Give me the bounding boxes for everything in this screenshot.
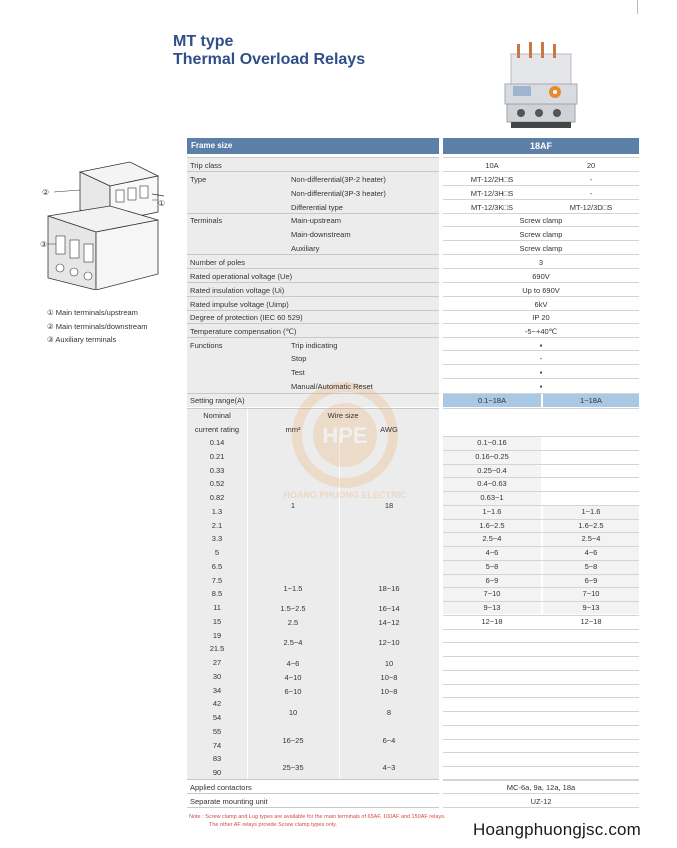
nominal-current-value: 11 [213, 603, 221, 612]
legend-item: ③ Auxiliary terminals [47, 335, 117, 344]
wire-awg: 16~14 [378, 604, 400, 613]
title-line-2: Thermal Overload Relays [173, 51, 366, 68]
trip-class-v1: 10A [485, 161, 499, 170]
row-separator [443, 491, 639, 492]
row-separator [443, 697, 639, 698]
terminals-sub-3: Auxiliary [291, 244, 320, 253]
row-separator [443, 450, 639, 451]
nominal-current-value: 19 [212, 631, 222, 640]
nominal-current-value: 0.21 [209, 452, 225, 461]
row-separator [443, 766, 639, 767]
row-separator [443, 546, 639, 547]
row-separator [443, 642, 639, 643]
frame-value-header [443, 138, 639, 154]
nominal-current-value: 0.14 [209, 438, 225, 447]
type-v1-2: MT-12/3H□S [470, 189, 514, 198]
type-v2-2: - [589, 189, 593, 198]
range-v2-value: 12~18 [580, 617, 602, 626]
wire-mm2: 6~10 [284, 687, 302, 696]
row-separator [443, 171, 639, 172]
footnote [189, 814, 446, 829]
ip-value: IP 20 [532, 313, 550, 322]
row-separator [187, 171, 439, 172]
wire-awg: 6~4 [382, 736, 396, 745]
range-v1-value: 0.1~0.16 [477, 438, 507, 447]
row-separator [443, 199, 639, 200]
row-separator [443, 364, 639, 365]
row-separator [443, 560, 639, 561]
wire-awg: 4~3 [382, 763, 396, 772]
row-separator [443, 268, 639, 269]
applied-contactors-value: MC-6a, 9a, 12a, 18a [506, 783, 576, 792]
range-v1-value: 0.25~0.4 [477, 466, 507, 475]
mounting-unit-label: Separate mounting unit [190, 797, 268, 806]
range-v2-value: 6~9 [584, 576, 598, 585]
wire-mm2: 10 [288, 708, 298, 717]
poles-label: Number of poles [190, 258, 246, 267]
terminals-sub-2: Main-downstream [291, 230, 351, 239]
row-separator [443, 282, 639, 283]
row-separator [187, 296, 439, 297]
nominal-current-value: 3.3 [211, 534, 223, 543]
wire-awg: 12~10 [378, 638, 400, 647]
row-separator [443, 157, 639, 158]
nominal-current-value: 30 [212, 672, 222, 681]
row-separator [187, 310, 439, 311]
row-separator [187, 254, 439, 255]
nominal-current-value: 74 [212, 741, 222, 750]
row-separator [443, 615, 639, 616]
row-separator [187, 282, 439, 283]
legend-item: ① Main terminals/upstream [47, 308, 138, 317]
range-v2-value: 9~13 [582, 603, 600, 612]
wire-awg: 18 [384, 501, 394, 510]
range-v1-value: 1.6~2.5 [479, 521, 505, 530]
setting-range-v1: 0.1~18A [477, 396, 507, 405]
setting-range-v2: 1~18A [580, 396, 602, 405]
temp-value: -5~+40℃ [524, 327, 558, 336]
range-v1-value: 0.4~0.63 [477, 479, 507, 488]
functions-sub-2: Stop [291, 354, 307, 363]
row-separator [187, 337, 439, 338]
range-v1-value: 1~1.6 [482, 507, 502, 516]
uimp-label: Rated impulse voltage (Uimp) [190, 300, 289, 309]
trip-class-label: Trip class [190, 161, 222, 170]
wire-awg: 10~8 [380, 673, 398, 682]
row-separator [443, 505, 639, 506]
nominal-current-value: 7.5 [211, 576, 223, 585]
row-separator [443, 629, 639, 630]
frame-size-header [187, 138, 439, 154]
wire-mm2: 2.5~4 [283, 638, 303, 647]
row-separator [443, 684, 639, 685]
wire-mm2: 25~35 [282, 763, 304, 772]
functions-v-1: ▪ [539, 341, 543, 350]
row-separator [443, 185, 639, 186]
type-sub-3: Differential type [291, 203, 343, 212]
row-separator [443, 601, 639, 602]
terminals-v-1: Screw clamp [519, 216, 563, 225]
row-separator [187, 268, 439, 269]
nominal-current-value: 1.3 [211, 507, 223, 516]
current-rating-header: current rating [194, 425, 240, 434]
nominal-current-value: 2.1 [211, 521, 223, 530]
row-separator [443, 711, 639, 712]
row-separator [443, 323, 639, 324]
type-v1-3: MT-12/3K□S [470, 203, 514, 212]
functions-v-2: - [539, 354, 543, 363]
range-v1-value: 0.63~1 [480, 493, 504, 502]
terminals-v-2: Screw clamp [519, 230, 563, 239]
nominal-current-value: 42 [212, 699, 222, 708]
type-sub-2: Non-differential(3P-3 heater) [291, 189, 386, 198]
temp-label: Temperature compensation (℃) [190, 327, 297, 336]
page-title [173, 33, 365, 69]
row-separator [187, 807, 439, 808]
wire-mm2: 1 [290, 501, 296, 510]
trip-class-v2: 20 [586, 161, 596, 170]
row-separator [443, 240, 639, 241]
type-sub-1: Non-differential(3P-2 heater) [291, 175, 386, 184]
footnote-line-2: The other AF relays provide Screw clamp types only. [209, 821, 337, 828]
row-separator [443, 574, 639, 575]
row-separator [443, 519, 639, 520]
relay-product-image [493, 40, 585, 132]
terminal-diagram [40, 150, 170, 290]
row-separator [443, 780, 639, 781]
ip-label: Degree of protection (IEC 60 529) [190, 313, 303, 322]
mm2-header: mm² [285, 425, 301, 434]
row-separator [443, 477, 639, 478]
nominal-current-value: 8.5 [211, 589, 223, 598]
row-separator [443, 378, 639, 379]
wire-awg: 10~8 [380, 687, 398, 696]
mounting-unit-value: UZ-12 [530, 797, 552, 806]
ue-label: Rated operational voltage (Ue) [190, 272, 293, 281]
wire-awg: 10 [384, 659, 394, 668]
wire-mm2: 2.5 [287, 618, 299, 627]
functions-v-4: ▪ [539, 382, 543, 391]
type-label: Type [190, 175, 207, 184]
nominal-current-value: 55 [212, 727, 222, 736]
range-v1-value: 12~18 [481, 617, 503, 626]
wire-mm2: 1.5~2.5 [280, 604, 306, 613]
nominal-header: Nominal [203, 411, 231, 420]
terminals-label: Terminals [190, 216, 223, 225]
watermark-logo [270, 380, 420, 510]
functions-sub-3: Test [291, 368, 305, 377]
row-separator [443, 807, 639, 808]
nominal-current-value: 54 [212, 713, 222, 722]
row-separator [443, 226, 639, 227]
type-v2-3: MT-12/3D□S [569, 203, 613, 212]
range-v2-value: 1~1.6 [581, 507, 601, 516]
wire-mm2: 16~25 [282, 736, 304, 745]
row-separator [443, 436, 639, 437]
range-v2-value: 5~8 [584, 562, 598, 571]
wire-size-header: Wire size [327, 411, 359, 420]
website-label: Hoangphuongjsc.com [473, 820, 642, 839]
column-divider [247, 409, 248, 779]
row-separator [443, 587, 639, 588]
title-line-1: MT type [173, 33, 234, 50]
diagram-label-2: ② [42, 188, 50, 197]
row-separator [443, 532, 639, 533]
row-separator [443, 464, 639, 465]
legend-item: ② Main terminals/downstream [47, 321, 148, 331]
range-v2-value: 7~10 [582, 589, 600, 598]
functions-sub-1: Trip indicating [291, 341, 338, 350]
range-v1-value: 9~13 [483, 603, 501, 612]
row-separator [187, 793, 439, 794]
range-v2-value: 1.6~2.5 [578, 521, 604, 530]
diagram-label-3: ③ [40, 240, 48, 249]
functions-sub-4: Manual/Automatic Reset [291, 382, 373, 391]
poles-value: 3 [538, 258, 544, 267]
range-v1-value: 2.5~4 [482, 534, 502, 543]
row-separator [443, 670, 639, 671]
wire-awg: 14~12 [378, 618, 400, 627]
row-separator [187, 213, 439, 214]
range-v1-value: 5~8 [485, 562, 499, 571]
wire-awg: 8 [386, 708, 392, 717]
row-separator [443, 408, 639, 409]
row-separator [187, 779, 439, 780]
range-v2-value: 4~6 [584, 548, 598, 557]
terminal-legend [47, 306, 148, 347]
nominal-current-value: 0.82 [209, 493, 225, 502]
row-separator [187, 157, 439, 158]
nominal-current-value: 27 [212, 658, 222, 667]
terminals-v-3: Screw clamp [519, 244, 563, 253]
row-separator [443, 793, 639, 794]
diagram-label-1: ① [158, 199, 166, 208]
row-separator [443, 725, 639, 726]
row-separator [443, 254, 639, 255]
wire-awg: 18~16 [378, 584, 400, 593]
row-separator [443, 296, 639, 297]
type-v2-1: - [589, 175, 593, 184]
nominal-current-value: 6.5 [211, 562, 223, 571]
applied-contactors-label: Applied contactors [190, 783, 252, 792]
functions-v-3: ▪ [539, 368, 543, 377]
nominal-current-value: 21.5 [209, 644, 225, 653]
row-separator [443, 350, 639, 351]
nominal-current-value: 0.52 [209, 479, 225, 488]
watermark-caption: HOANG PHUONG ELECTRIC [283, 490, 407, 500]
top-divider [637, 0, 638, 14]
nominal-current-value: 5 [214, 548, 220, 557]
nominal-current-value: 15 [212, 617, 222, 626]
row-separator [443, 656, 639, 657]
frame-size-label: Frame size [191, 141, 233, 150]
range-v1-value: 7~10 [483, 589, 501, 598]
range-v1-value: 4~6 [485, 548, 499, 557]
type-v1-1: MT-12/2H□S [470, 175, 514, 184]
nominal-current-value: 34 [212, 686, 222, 695]
footnote-line-1: Note : Screw clamp and Lug types are available for the main terminals of 65AF, 100AF and 150AF relays. [189, 814, 446, 820]
row-separator [187, 323, 439, 324]
wire-mm2: 1~1.5 [283, 584, 303, 593]
row-separator [443, 213, 639, 214]
row-separator [443, 739, 639, 740]
ue-value: 690V [532, 272, 550, 281]
setting-range-label: Setting range(A) [190, 396, 245, 405]
row-separator [443, 310, 639, 311]
uimp-value: 6kV [534, 300, 548, 309]
nominal-current-value: 0.33 [209, 466, 225, 475]
range-v1-value: 6~9 [485, 576, 499, 585]
wire-mm2: 4~6 [286, 659, 300, 668]
row-separator [443, 393, 639, 394]
row-separator [443, 752, 639, 753]
ui-value: Up to 690V [522, 286, 560, 295]
frame-value: 18AF [529, 141, 552, 151]
nominal-current-value: 83 [212, 754, 222, 763]
functions-label: Functions [190, 341, 223, 350]
terminals-sub-1: Main-upstream [291, 216, 342, 225]
nominal-current-value: 90 [212, 768, 222, 777]
awg-header: AWG [380, 425, 398, 434]
range-v2-value: 2.5~4 [581, 534, 601, 543]
ui-label: Rated insulation voltage (Ui) [190, 286, 285, 295]
wire-mm2: 4~10 [284, 673, 302, 682]
watermark-logo-text: HPE [322, 423, 368, 448]
range-v1-value: 0.16~0.25 [475, 452, 509, 461]
row-separator [443, 337, 639, 338]
